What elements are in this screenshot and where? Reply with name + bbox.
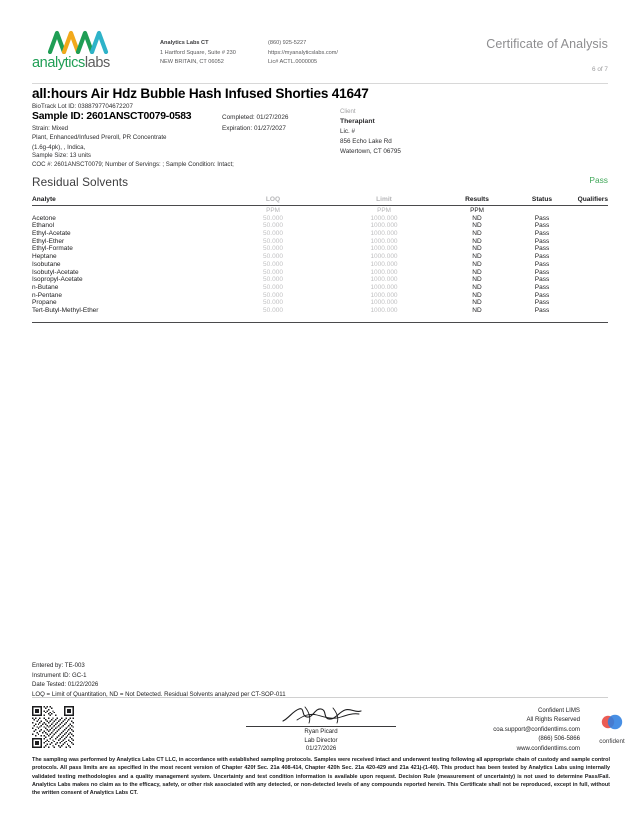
column-header-limit: Limit — [328, 196, 440, 206]
cell-qualifiers — [570, 230, 608, 238]
sample-strain: Strain: Mixed — [32, 125, 69, 132]
cell-status: Pass — [534, 299, 550, 307]
lims-name: Confident LIMS — [537, 707, 580, 714]
cell-status: Pass — [534, 222, 550, 230]
cell-limit: 1000.000 — [370, 260, 398, 268]
column-header-analyte: Analyte — [32, 196, 218, 206]
lab-contact — [268, 39, 338, 68]
cell-status: Pass — [534, 253, 550, 261]
cell-analyte: Ethyl-Formate — [32, 245, 73, 253]
table-row — [32, 299, 608, 307]
residual-solvents-table — [32, 196, 608, 314]
cell-qualifiers — [570, 237, 608, 245]
cell-analyte: Tert-Butyl-Methyl-Ether — [32, 306, 99, 314]
unit-loq: PPM — [266, 207, 280, 214]
cell-loq: 50.000 — [263, 245, 283, 253]
analytics-labs-logo — [32, 30, 152, 71]
confident-circles-icon — [597, 712, 627, 732]
sample-size-info — [32, 151, 234, 169]
cell-qualifiers — [570, 299, 608, 307]
cell-results: ND — [472, 306, 482, 314]
cell-limit: 1000.000 — [370, 237, 398, 245]
cell-analyte: Isobutane — [32, 260, 61, 268]
lab-address-line1: 1 Hartford Square, Suite # 230 — [160, 49, 236, 56]
cell-qualifiers — [570, 291, 608, 299]
page-header — [32, 30, 608, 82]
signature-date: 01/27/2026 — [305, 745, 337, 753]
lab-name: Analytics Labs CT — [160, 40, 209, 46]
table-row — [32, 222, 608, 230]
product-title: all:hours Air Hdz Bubble Hash Infused Shorties 41647 — [32, 86, 369, 101]
footer-divider — [32, 697, 608, 698]
cell-loq: 50.000 — [263, 260, 283, 268]
signature-image — [275, 704, 367, 726]
table-body — [32, 206, 608, 315]
cell-analyte: Ethyl-Ether — [32, 237, 65, 245]
instrument-id: Instrument ID: GC-1 — [32, 671, 87, 679]
cell-qualifiers — [570, 245, 608, 253]
cell-results: ND — [472, 299, 482, 307]
cell-analyte: Propane — [32, 299, 57, 307]
cell-qualifiers — [570, 214, 608, 222]
client-label: Client — [340, 108, 356, 115]
section-title: Residual Solvents — [32, 175, 129, 189]
cell-analyte: n-Pentane — [32, 291, 62, 299]
cell-loq: 50.000 — [263, 291, 283, 299]
cell-analyte: n-Butane — [32, 283, 59, 291]
cell-loq: 50.000 — [263, 268, 283, 276]
cell-limit: 1000.000 — [370, 276, 398, 284]
cell-status: Pass — [534, 245, 550, 253]
cell-results: ND — [472, 214, 482, 222]
logo-zigzag-icon — [48, 30, 110, 54]
logo-wordmark — [32, 55, 152, 71]
table-row — [32, 307, 608, 315]
lims-website[interactable]: www.confidentlims.com — [516, 744, 580, 752]
cell-loq: 50.000 — [263, 299, 283, 307]
cell-analyte: Ethyl-Acetate — [32, 230, 71, 238]
page-indicator: 6 of 7 — [592, 66, 608, 73]
lab-website[interactable]: https://myanalyticslabs.com/ — [268, 49, 338, 56]
cell-limit: 1000.000 — [370, 291, 398, 299]
cell-results: ND — [472, 237, 482, 245]
cell-qualifiers — [570, 276, 608, 284]
cell-loq: 50.000 — [263, 253, 283, 261]
legend-text: LOQ = Limit of Quantitation, ND = Not Detected. Residual Solvents analyzed per CT-SOP-011 — [32, 690, 286, 698]
lab-address — [160, 39, 236, 68]
date-tested: Date Tested: 01/22/2026 — [32, 681, 99, 688]
page-title: Certificate of Analysis — [486, 37, 608, 51]
cell-analyte: Ethanol — [32, 222, 55, 230]
cell-qualifiers — [570, 222, 608, 230]
confident-wordmark: confident — [599, 738, 625, 745]
expiration-date: Expiration: 01/27/2027 — [222, 125, 286, 133]
unit-analyte — [32, 206, 218, 215]
client-address-line1: 856 Echo Lake Rd — [340, 138, 392, 146]
client-info — [340, 107, 401, 157]
cell-qualifiers — [570, 307, 608, 315]
column-header-results: Results — [440, 196, 514, 206]
cell-limit: 1000.000 — [370, 253, 398, 261]
sample-size: Sample Size: 13 units — [32, 152, 91, 159]
cell-qualifiers — [570, 253, 608, 261]
logo-word-analytics: analytics — [32, 55, 85, 71]
cell-status: Pass — [534, 260, 550, 268]
cell-limit: 1000.000 — [370, 245, 398, 253]
table-row — [32, 214, 608, 222]
cell-status: Pass — [534, 214, 550, 222]
lot-id: BioTrack Lot ID: 0388797704672207 — [32, 103, 133, 110]
cell-analyte: Isobutyl-Acetate — [32, 268, 79, 276]
sample-id: Sample ID: 2601ANSCT0079-0583 — [32, 111, 192, 122]
cell-limit: 1000.000 — [370, 306, 398, 314]
section-status-badge: Pass — [589, 175, 608, 185]
section-header — [32, 173, 608, 191]
cell-status: Pass — [534, 276, 550, 284]
cell-results: ND — [472, 291, 482, 299]
cell-analyte: Isopropyl-Acetate — [32, 276, 83, 284]
cell-loq: 50.000 — [263, 230, 283, 238]
logo-word-labs: labs — [84, 55, 110, 71]
client-address-line2: Watertown, CT 06795 — [340, 148, 401, 156]
cell-qualifiers — [570, 284, 608, 292]
cell-limit: 1000.000 — [370, 230, 398, 238]
completed-date: Completed: 01/27/2026 — [222, 114, 289, 121]
table-row — [32, 276, 608, 284]
cell-loq: 50.000 — [263, 306, 283, 314]
table-units-row — [32, 206, 608, 215]
cell-results: ND — [472, 276, 482, 284]
cell-loq: 50.000 — [263, 214, 283, 222]
cell-loq: 50.000 — [263, 276, 283, 284]
table-row — [32, 291, 608, 299]
signature-line — [246, 726, 396, 727]
cell-limit: 1000.000 — [370, 268, 398, 276]
cell-limit: 1000.000 — [370, 222, 398, 230]
column-header-status: Status — [514, 196, 570, 206]
cell-status: Pass — [534, 291, 550, 299]
signatory-info — [246, 728, 396, 754]
lims-info — [493, 706, 580, 753]
table-row — [32, 268, 608, 276]
cell-results: ND — [472, 222, 482, 230]
cell-loq: 50.000 — [263, 283, 283, 291]
lab-phone: (860) 925-5227 — [268, 40, 307, 46]
lims-rights: All Rights Reserved — [526, 716, 580, 724]
table-bottom-border — [32, 322, 608, 323]
cell-limit: 1000.000 — [370, 214, 398, 222]
cell-status: Pass — [534, 283, 550, 291]
lab-license: Lic# ACTL.0000005 — [268, 59, 318, 66]
table-row — [32, 260, 608, 268]
cell-results: ND — [472, 230, 482, 238]
header-divider — [32, 83, 608, 84]
cell-results: ND — [472, 245, 482, 253]
cell-loq: 50.000 — [263, 222, 283, 230]
entered-by: Entered by: TE-003 — [32, 662, 85, 669]
cell-status: Pass — [534, 230, 550, 238]
cell-limit: 1000.000 — [370, 299, 398, 307]
cell-loq: 50.000 — [263, 237, 283, 245]
cell-results: ND — [472, 268, 482, 276]
unit-results: PPM — [470, 207, 484, 214]
cell-analyte: Heptane — [32, 253, 57, 261]
client-license: Lic. # — [340, 128, 356, 136]
chain-of-custody: COC #: 2601ANSCT0079; Number of Servings: ; Sample Condition: Intact; — [32, 161, 234, 169]
unit-status — [514, 206, 570, 215]
sample-dates — [222, 112, 288, 134]
cell-limit: 1000.000 — [370, 283, 398, 291]
cell-results: ND — [472, 253, 482, 261]
sample-category: Plant, Enhanced/Infused Preroll, PR Concentrate — [32, 134, 167, 142]
lims-email[interactable]: coa.support@confidentlims.com — [493, 725, 580, 733]
cell-status: Pass — [534, 237, 550, 245]
table-row — [32, 284, 608, 292]
table-row — [32, 230, 608, 238]
cell-qualifiers — [570, 260, 608, 268]
cell-analyte: Acetone — [32, 214, 56, 222]
table-row — [32, 253, 608, 261]
signature-block — [246, 704, 396, 754]
cell-results: ND — [472, 260, 482, 268]
lab-address-line2: NEW BRITAIN, CT 06052 — [160, 59, 224, 66]
unit-limit: PPM — [377, 207, 391, 214]
table-row — [32, 237, 608, 245]
sample-description — [32, 124, 167, 152]
table-header-row — [32, 196, 608, 206]
sample-detail: (1.6g-4pk), , Indica, — [32, 143, 86, 151]
qr-code[interactable] — [32, 706, 74, 748]
table-row — [32, 245, 608, 253]
signatory-title: Lab Director — [304, 736, 338, 744]
unit-qualifiers — [570, 206, 608, 215]
analysis-metadata — [32, 661, 286, 699]
legal-disclaimer: The sampling was performed by Analytics Labs CT LLC, in accordance with established sampling protocols. Samples were received intact and underwent testing following all appropriate chain of custody and sample control protocols. All pass limits are as specified in the most recent version of Chapter 420f Sec. 21a 408-414, Chapter 420h Sec. 21a 420-429 and 21a 421j-(1-40). This product has been tested by Analytics Labs using internally validated testing methodologies and a quality management system. Uncertainty and test condition information is available upon request. Decision Rule (measurement of uncertainty) is not used to determine Pass/Fail. Analytics Labs makes no claim as to the efficacy, safety, or other risk associated with any detected, or non-detected levels of any compounds reported herein. This Certificate shall not be reproduced, except in full, without the written consent of Analytics Labs CT. — [32, 757, 610, 797]
cell-results: ND — [472, 283, 482, 291]
lims-phone: (866) 506-5866 — [538, 735, 580, 743]
confident-lims-logo — [586, 712, 638, 745]
column-header-loq: LOQ — [218, 196, 328, 206]
column-header-qualifiers: Qualifiers — [570, 196, 608, 206]
cell-status: Pass — [534, 306, 550, 314]
client-name: Theraplant — [340, 117, 375, 125]
signatory-name: Ryan Picard — [304, 728, 338, 735]
cell-status: Pass — [534, 268, 550, 276]
cell-qualifiers — [570, 268, 608, 276]
